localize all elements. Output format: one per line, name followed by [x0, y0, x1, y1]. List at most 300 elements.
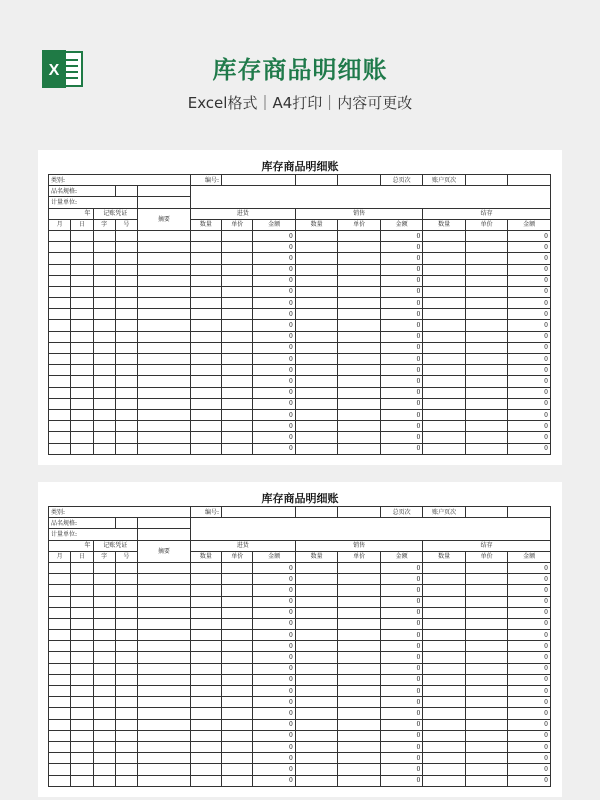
- price-header: 单价: [338, 551, 381, 562]
- table-row: [49, 264, 551, 275]
- table-cell: [190, 663, 221, 674]
- amount-cell: 0: [253, 618, 296, 629]
- qty-header: 数量: [295, 551, 338, 562]
- table-cell: [338, 387, 381, 398]
- amount-cell: 0: [253, 443, 296, 454]
- amount-cell: 0: [380, 387, 423, 398]
- price-header: 单价: [465, 219, 508, 230]
- name-spec-label: 品名规格:: [49, 518, 116, 529]
- table-cell: [71, 741, 93, 752]
- amount-cell: 0: [508, 354, 551, 365]
- amount-cell: 0: [253, 230, 296, 241]
- table-cell: [190, 775, 221, 786]
- table-cell: [93, 354, 115, 365]
- table-cell: [222, 421, 253, 432]
- amount-cell: 0: [253, 421, 296, 432]
- table-cell: [465, 421, 508, 432]
- table-cell: [295, 630, 338, 641]
- amount-cell: 0: [508, 253, 551, 264]
- purchase-label: 进货: [190, 208, 295, 219]
- table-cell: [93, 585, 115, 596]
- total-page-label: 总页次: [380, 175, 423, 186]
- amount-cell: 0: [380, 663, 423, 674]
- qty-header: 数量: [423, 551, 466, 562]
- amount-cell: 0: [508, 264, 551, 275]
- amount-cell: 0: [253, 432, 296, 443]
- table-cell: [222, 686, 253, 697]
- table-cell: [423, 264, 466, 275]
- table-row: [49, 298, 551, 309]
- table-cell: [71, 618, 93, 629]
- table-cell: [295, 376, 338, 387]
- amount-cell: 0: [380, 365, 423, 376]
- table-cell: [423, 421, 466, 432]
- table-cell: [115, 641, 137, 652]
- amount-cell: 0: [380, 331, 423, 342]
- table-cell: [423, 741, 466, 752]
- amount-cell: 0: [380, 264, 423, 275]
- table-cell: [295, 719, 338, 730]
- amount-header: 金额: [508, 551, 551, 562]
- table-cell: [190, 309, 221, 320]
- table-cell: [338, 398, 381, 409]
- table-cell: [465, 607, 508, 618]
- table-row: [49, 331, 551, 342]
- table-cell: [338, 507, 381, 518]
- table-cell: [93, 708, 115, 719]
- table-cell: [423, 331, 466, 342]
- qty-header: 数量: [423, 219, 466, 230]
- table-row: [49, 376, 551, 387]
- table-cell: [423, 365, 466, 376]
- table-cell: [222, 264, 253, 275]
- amount-cell: 0: [253, 331, 296, 342]
- table-cell: [93, 641, 115, 652]
- table-cell: [138, 630, 191, 641]
- table-cell: [190, 253, 221, 264]
- amount-cell: 0: [508, 585, 551, 596]
- table-cell: [71, 409, 93, 420]
- table-cell: [295, 354, 338, 365]
- table-cell: [295, 320, 338, 331]
- table-cell: [222, 753, 253, 764]
- table-cell: [138, 686, 191, 697]
- amount-cell: 0: [380, 253, 423, 264]
- table-cell: [93, 387, 115, 398]
- table-cell: [295, 443, 338, 454]
- amount-header: 金额: [253, 551, 296, 562]
- table-cell: [465, 730, 508, 741]
- table-cell: [115, 275, 137, 286]
- day-header: 日: [71, 219, 93, 230]
- table-cell: [71, 309, 93, 320]
- table-row: [49, 320, 551, 331]
- table-cell: [423, 562, 466, 573]
- ledger-table: [48, 506, 551, 787]
- table-cell: [465, 719, 508, 730]
- price-header: 单价: [338, 219, 381, 230]
- amount-cell: 0: [380, 286, 423, 297]
- amount-header: 金额: [380, 219, 423, 230]
- table-cell: [71, 607, 93, 618]
- info-blank: [190, 186, 550, 208]
- table-cell: [222, 775, 253, 786]
- amount-cell: 0: [380, 741, 423, 752]
- table-cell: [222, 607, 253, 618]
- amount-cell: 0: [380, 320, 423, 331]
- table-cell: [190, 719, 221, 730]
- table-cell: [222, 175, 296, 186]
- amount-cell: 0: [253, 376, 296, 387]
- table-cell: [71, 443, 93, 454]
- table-cell: [338, 331, 381, 342]
- table-cell: [93, 630, 115, 641]
- table-cell: [338, 376, 381, 387]
- table-cell: [115, 607, 137, 618]
- amount-cell: 0: [508, 741, 551, 752]
- amount-cell: 0: [253, 242, 296, 253]
- table-cell: [93, 719, 115, 730]
- table-cell: [465, 320, 508, 331]
- table-cell: [115, 186, 137, 197]
- table-cell: [295, 507, 338, 518]
- table-cell: [138, 596, 191, 607]
- table-cell: [93, 320, 115, 331]
- table-cell: [49, 264, 71, 275]
- table-cell: [338, 596, 381, 607]
- table-cell: [93, 775, 115, 786]
- table-cell: [222, 652, 253, 663]
- amount-cell: 0: [253, 663, 296, 674]
- table-cell: [295, 764, 338, 775]
- name-spec-label: 品名规格:: [49, 186, 116, 197]
- category-label: 类别:: [49, 175, 191, 186]
- amount-cell: 0: [380, 719, 423, 730]
- table-cell: [338, 230, 381, 241]
- table-cell: [338, 719, 381, 730]
- table-cell: [93, 264, 115, 275]
- table-cell: [423, 309, 466, 320]
- table-cell: [71, 585, 93, 596]
- amount-cell: 0: [253, 674, 296, 685]
- table-cell: [138, 562, 191, 573]
- amount-cell: 0: [380, 674, 423, 685]
- table-cell: [295, 741, 338, 752]
- amount-cell: 0: [508, 596, 551, 607]
- table-row: [49, 230, 551, 241]
- amount-cell: 0: [253, 719, 296, 730]
- table-cell: [222, 674, 253, 685]
- amount-cell: 0: [508, 574, 551, 585]
- table-cell: [49, 286, 71, 297]
- table-row: [49, 275, 551, 286]
- table-cell: [295, 264, 338, 275]
- table-cell: [93, 652, 115, 663]
- table-cell: [222, 764, 253, 775]
- table-cell: [295, 730, 338, 741]
- table-cell: [49, 596, 71, 607]
- table-cell: [49, 697, 71, 708]
- table-cell: [49, 708, 71, 719]
- amount-cell: 0: [253, 409, 296, 420]
- amount-cell: 0: [380, 686, 423, 697]
- amount-cell: 0: [508, 730, 551, 741]
- table-cell: [465, 562, 508, 573]
- table-cell: [93, 309, 115, 320]
- table-cell: [49, 331, 71, 342]
- table-cell: [71, 719, 93, 730]
- amount-cell: 0: [253, 387, 296, 398]
- balance-label: 结存: [423, 540, 551, 551]
- table-cell: [222, 630, 253, 641]
- table-cell: [190, 342, 221, 353]
- table-cell: [423, 286, 466, 297]
- header-row: [49, 540, 551, 551]
- table-cell: [222, 719, 253, 730]
- table-cell: [222, 585, 253, 596]
- table-cell: [93, 432, 115, 443]
- table-cell: [190, 618, 221, 629]
- sheet-title: 库存商品明细账: [261, 160, 339, 173]
- info-row: [49, 507, 551, 518]
- amount-cell: 0: [253, 309, 296, 320]
- year-label: 年: [49, 540, 94, 551]
- table-cell: [190, 320, 221, 331]
- table-cell: [93, 286, 115, 297]
- table-cell: [295, 753, 338, 764]
- table-cell: [49, 753, 71, 764]
- table-cell: [295, 674, 338, 685]
- amount-cell: 0: [508, 376, 551, 387]
- table-cell: [338, 574, 381, 585]
- table-cell: [338, 409, 381, 420]
- table-cell: [115, 432, 137, 443]
- table-cell: [115, 242, 137, 253]
- amount-cell: 0: [508, 432, 551, 443]
- amount-header: 金额: [253, 219, 296, 230]
- amount-header: 金额: [380, 551, 423, 562]
- table-cell: [115, 331, 137, 342]
- table-cell: [115, 674, 137, 685]
- table-cell: [138, 730, 191, 741]
- table-cell: [222, 376, 253, 387]
- table-cell: [222, 741, 253, 752]
- amount-cell: 0: [508, 652, 551, 663]
- amount-cell: 0: [380, 275, 423, 286]
- table-cell: [338, 298, 381, 309]
- table-cell: [190, 354, 221, 365]
- table-cell: [115, 630, 137, 641]
- table-cell: [222, 354, 253, 365]
- table-cell: [465, 398, 508, 409]
- table-cell: [93, 607, 115, 618]
- table-cell: [93, 421, 115, 432]
- table-row: [49, 365, 551, 376]
- table-cell: [423, 674, 466, 685]
- account-page-label: 账户页次: [423, 175, 466, 186]
- table-cell: [423, 298, 466, 309]
- amount-cell: 0: [508, 775, 551, 786]
- table-cell: [71, 354, 93, 365]
- table-cell: [49, 652, 71, 663]
- amount-cell: 0: [508, 663, 551, 674]
- table-cell: [465, 409, 508, 420]
- number-label: 编号:: [190, 507, 221, 518]
- amount-cell: 0: [380, 242, 423, 253]
- table-cell: [423, 686, 466, 697]
- table-cell: [115, 286, 137, 297]
- table-cell: [338, 674, 381, 685]
- table-cell: [49, 398, 71, 409]
- table-cell: [190, 242, 221, 253]
- table-cell: [115, 398, 137, 409]
- table-cell: [93, 242, 115, 253]
- table-cell: [465, 264, 508, 275]
- table-cell: [338, 253, 381, 264]
- table-cell: [423, 596, 466, 607]
- table-cell: [49, 253, 71, 264]
- table-cell: [338, 708, 381, 719]
- table-cell: [338, 730, 381, 741]
- no-header: 号: [115, 551, 137, 562]
- table-cell: [465, 342, 508, 353]
- table-cell: [71, 376, 93, 387]
- table-cell: [138, 697, 191, 708]
- table-row: [49, 618, 551, 629]
- header-row: [49, 208, 551, 219]
- table-cell: [49, 630, 71, 641]
- month-header: 月: [49, 219, 71, 230]
- table-cell: [190, 230, 221, 241]
- table-cell: [295, 574, 338, 585]
- amount-cell: 0: [508, 275, 551, 286]
- ledger-table: [48, 174, 551, 455]
- table-cell: [138, 719, 191, 730]
- table-cell: [465, 674, 508, 685]
- amount-cell: 0: [380, 354, 423, 365]
- table-cell: [138, 409, 191, 420]
- table-cell: [295, 309, 338, 320]
- table-cell: [190, 398, 221, 409]
- amount-cell: 0: [380, 708, 423, 719]
- table-cell: [115, 409, 137, 420]
- amount-cell: 0: [380, 641, 423, 652]
- table-cell: [93, 376, 115, 387]
- table-cell: [295, 686, 338, 697]
- amount-cell: 0: [253, 585, 296, 596]
- table-cell: [338, 365, 381, 376]
- table-cell: [423, 641, 466, 652]
- table-cell: [190, 641, 221, 652]
- table-cell: [115, 443, 137, 454]
- amount-cell: 0: [508, 641, 551, 652]
- table-cell: [295, 708, 338, 719]
- table-cell: [115, 230, 137, 241]
- table-cell: [222, 365, 253, 376]
- table-cell: [49, 409, 71, 420]
- table-cell: [138, 753, 191, 764]
- table-cell: [338, 443, 381, 454]
- amount-cell: 0: [508, 230, 551, 241]
- table-cell: [295, 596, 338, 607]
- table-cell: [138, 298, 191, 309]
- unit-label: 计量单位:: [49, 197, 138, 208]
- table-cell: [295, 253, 338, 264]
- info-row: [49, 186, 551, 197]
- table-cell: [49, 242, 71, 253]
- table-cell: [190, 697, 221, 708]
- table-cell: [465, 253, 508, 264]
- table-cell: [295, 775, 338, 786]
- amount-cell: 0: [508, 342, 551, 353]
- table-cell: [115, 518, 137, 529]
- header: [0, 0, 600, 140]
- table-cell: [190, 574, 221, 585]
- table-cell: [93, 730, 115, 741]
- table-cell: [93, 674, 115, 685]
- table-cell: [138, 775, 191, 786]
- table-cell: [295, 652, 338, 663]
- table-cell: [222, 507, 296, 518]
- table-cell: [295, 242, 338, 253]
- table-cell: [190, 630, 221, 641]
- table-cell: [93, 230, 115, 241]
- table-cell: [49, 421, 71, 432]
- amount-cell: 0: [253, 365, 296, 376]
- amount-cell: 0: [253, 574, 296, 585]
- amount-cell: 0: [380, 562, 423, 573]
- table-cell: [138, 342, 191, 353]
- table-cell: [222, 562, 253, 573]
- word-header: 字: [93, 551, 115, 562]
- amount-cell: 0: [508, 607, 551, 618]
- table-cell: [138, 197, 191, 208]
- table-cell: [71, 264, 93, 275]
- amount-cell: 0: [253, 697, 296, 708]
- amount-cell: 0: [380, 309, 423, 320]
- table-cell: [71, 686, 93, 697]
- table-cell: [71, 630, 93, 641]
- table-cell: [295, 175, 338, 186]
- category-label: 类别:: [49, 507, 191, 518]
- table-cell: [49, 663, 71, 674]
- table-cell: [508, 175, 551, 186]
- table-cell: [49, 585, 71, 596]
- table-cell: [338, 264, 381, 275]
- table-cell: [465, 574, 508, 585]
- table-cell: [71, 320, 93, 331]
- table-cell: [465, 697, 508, 708]
- table-cell: [190, 764, 221, 775]
- table-cell: [295, 663, 338, 674]
- table-cell: [190, 409, 221, 420]
- table-cell: [465, 764, 508, 775]
- amount-cell: 0: [380, 607, 423, 618]
- table-cell: [338, 421, 381, 432]
- table-cell: [93, 342, 115, 353]
- table-row: [49, 443, 551, 454]
- table-cell: [465, 365, 508, 376]
- amount-cell: 0: [380, 730, 423, 741]
- table-cell: [190, 387, 221, 398]
- table-cell: [222, 253, 253, 264]
- table-cell: [138, 398, 191, 409]
- table-cell: [465, 753, 508, 764]
- table-row: [49, 686, 551, 697]
- table-cell: [115, 719, 137, 730]
- table-cell: [138, 443, 191, 454]
- table-cell: [190, 562, 221, 573]
